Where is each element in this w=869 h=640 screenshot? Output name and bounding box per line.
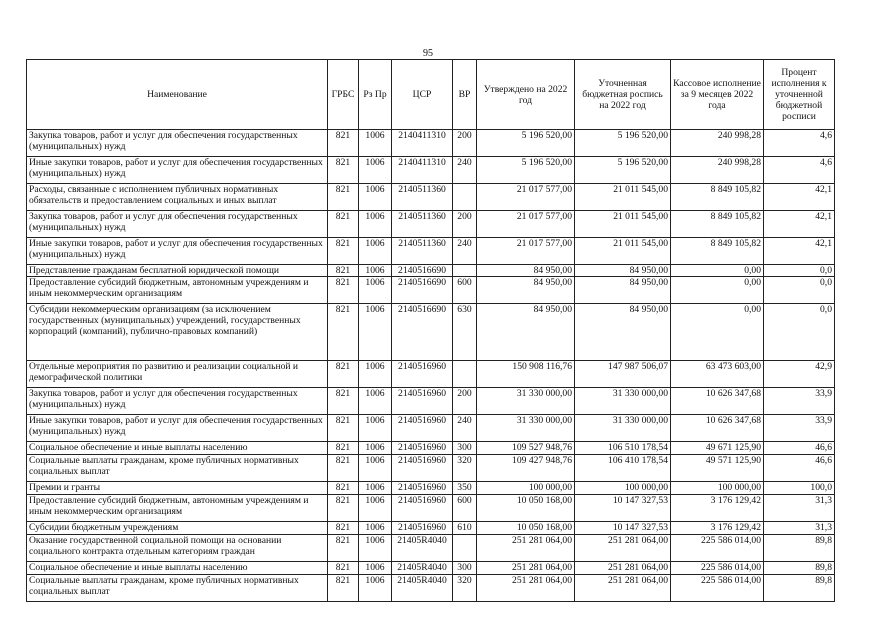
- cell-rzpr: 1006: [359, 575, 392, 602]
- cell-csr: 2140516690: [392, 304, 453, 361]
- cell-grbs: 821: [328, 415, 359, 442]
- cell-csr: 2140516960: [392, 522, 453, 535]
- cell-cash: 225 586 014,00: [671, 535, 764, 562]
- cell-rzpr: 1006: [359, 415, 392, 442]
- cell-rzpr: 1006: [359, 157, 392, 184]
- cell-approved: 251 281 064,00: [477, 562, 575, 575]
- cell-percent: 0,0: [764, 304, 835, 361]
- cell-approved: 31 330 000,00: [477, 388, 575, 415]
- cell-cash: 225 586 014,00: [671, 562, 764, 575]
- cell-csr: 2140516960: [392, 388, 453, 415]
- cell-vr: 350: [453, 482, 477, 495]
- cell-approved: 251 281 064,00: [477, 535, 575, 562]
- cell-percent: 89,8: [764, 562, 835, 575]
- cell-percent: 42,1: [764, 184, 835, 211]
- cell-percent: 100,0: [764, 482, 835, 495]
- cell-name: Оказание государственной социальной помощи на основании социального контракта отдельным категориям граждан: [27, 535, 328, 562]
- cell-csr: 2140516690: [392, 265, 453, 277]
- cell-vr: 300: [453, 562, 477, 575]
- cell-cash: 240 998,28: [671, 157, 764, 184]
- cell-percent: 4,6: [764, 157, 835, 184]
- cell-csr: 2140411310: [392, 157, 453, 184]
- cell-refined: 10 147 327,53: [575, 522, 671, 535]
- cell-rzpr: 1006: [359, 304, 392, 361]
- cell-grbs: 821: [328, 265, 359, 277]
- cell-csr: 2140511360: [392, 184, 453, 211]
- table-row: [27, 238, 835, 265]
- cell-grbs: 821: [328, 535, 359, 562]
- cell-csr: 2140511360: [392, 238, 453, 265]
- cell-refined: 10 147 327,53: [575, 495, 671, 522]
- cell-cash: 240 998,28: [671, 130, 764, 157]
- cell-approved: 5 196 520,00: [477, 130, 575, 157]
- cell-vr: 320: [453, 455, 477, 482]
- table-row: [27, 211, 835, 238]
- cell-refined: 84 950,00: [575, 265, 671, 277]
- page-number: 95: [423, 48, 433, 59]
- cell-vr: [453, 535, 477, 562]
- table-row: [27, 304, 835, 361]
- cell-rzpr: 1006: [359, 265, 392, 277]
- cell-vr: 320: [453, 575, 477, 602]
- cell-approved: 21 017 577,00: [477, 238, 575, 265]
- header-cash: Кассовое исполнение за 9 месяцев 2022 года: [671, 60, 764, 130]
- header-approved: Утверждено на 2022 год: [477, 60, 575, 130]
- header-refined: Уточненная бюджетная роспись на 2022 год: [575, 60, 671, 130]
- table-row: [27, 388, 835, 415]
- table-row: [27, 522, 835, 535]
- cell-csr: 21405R4040: [392, 562, 453, 575]
- cell-cash: 0,00: [671, 277, 764, 304]
- cell-rzpr: 1006: [359, 184, 392, 211]
- cell-name: Иные закупки товаров, работ и услуг для обеспечения государственных (муниципальных) нужд: [27, 157, 328, 184]
- cell-grbs: 821: [328, 157, 359, 184]
- cell-cash: 10 626 347,68: [671, 388, 764, 415]
- cell-percent: 4,6: [764, 130, 835, 157]
- cell-cash: 49 671 125,90: [671, 442, 764, 455]
- table-row: [27, 361, 835, 388]
- cell-vr: [453, 265, 477, 277]
- cell-csr: 2140411310: [392, 130, 453, 157]
- cell-rzpr: 1006: [359, 562, 392, 575]
- cell-approved: 109 527 948,76: [477, 442, 575, 455]
- cell-grbs: 821: [328, 130, 359, 157]
- table-row: [27, 130, 835, 157]
- table-row: [27, 455, 835, 482]
- table-row: [27, 184, 835, 211]
- cell-vr: 240: [453, 157, 477, 184]
- cell-cash: 0,00: [671, 304, 764, 361]
- cell-grbs: 821: [328, 442, 359, 455]
- cell-approved: 5 196 520,00: [477, 157, 575, 184]
- cell-name: Иные закупки товаров, работ и услуг для обеспечения государственных (муниципальных) нужд: [27, 238, 328, 265]
- cell-csr: 2140516960: [392, 442, 453, 455]
- cell-vr: 630: [453, 304, 477, 361]
- cell-refined: 106 510 178,54: [575, 442, 671, 455]
- cell-grbs: 821: [328, 522, 359, 535]
- cell-approved: 31 330 000,00: [477, 415, 575, 442]
- cell-grbs: 821: [328, 184, 359, 211]
- cell-vr: [453, 361, 477, 388]
- cell-name: Расходы, связанные с исполнением публичных нормативных обязательств и предоставлением социальных и иных выплат: [27, 184, 328, 211]
- cell-rzpr: 1006: [359, 442, 392, 455]
- cell-cash: 3 176 129,42: [671, 522, 764, 535]
- cell-cash: 8 849 105,82: [671, 238, 764, 265]
- cell-approved: 150 908 116,76: [477, 361, 575, 388]
- cell-name: Представление гражданам бесплатной юридической помощи: [27, 265, 328, 277]
- cell-name: Закупка товаров, работ и услуг для обеспечения государственных (муниципальных) нужд: [27, 130, 328, 157]
- cell-grbs: 821: [328, 482, 359, 495]
- cell-name: Субсидии некоммерческим организациям (за исключением государственных (муниципальных) учреждений, государственных корпораций (компаний), публично-правовых компаний): [27, 304, 328, 361]
- cell-approved: 10 050 168,00: [477, 495, 575, 522]
- cell-refined: 31 330 000,00: [575, 415, 671, 442]
- cell-vr: 200: [453, 130, 477, 157]
- cell-refined: 21 011 545,00: [575, 184, 671, 211]
- cell-csr: 21405R4040: [392, 575, 453, 602]
- budget-table: [26, 59, 835, 602]
- cell-cash: 3 176 129,42: [671, 495, 764, 522]
- table-row: [27, 562, 835, 575]
- cell-cash: 225 586 014,00: [671, 575, 764, 602]
- cell-rzpr: 1006: [359, 361, 392, 388]
- cell-refined: 251 281 064,00: [575, 562, 671, 575]
- cell-vr: 610: [453, 522, 477, 535]
- cell-name: Социальное обеспечение и иные выплаты населению: [27, 442, 328, 455]
- table-row: [27, 575, 835, 602]
- cell-csr: 2140516690: [392, 277, 453, 304]
- table-row: [27, 442, 835, 455]
- cell-percent: 33,9: [764, 415, 835, 442]
- cell-grbs: 821: [328, 388, 359, 415]
- cell-name: Социальные выплаты гражданам, кроме публичных нормативных социальных выплат: [27, 455, 328, 482]
- cell-vr: 240: [453, 415, 477, 442]
- cell-percent: 31,3: [764, 495, 835, 522]
- header-percent: Процент исполнения к уточненной бюджетной росписи: [764, 60, 835, 130]
- cell-csr: 21405R4040: [392, 535, 453, 562]
- cell-approved: 84 950,00: [477, 304, 575, 361]
- cell-refined: 21 011 545,00: [575, 211, 671, 238]
- cell-vr: 600: [453, 495, 477, 522]
- cell-rzpr: 1006: [359, 522, 392, 535]
- cell-grbs: 821: [328, 455, 359, 482]
- cell-refined: 106 410 178,54: [575, 455, 671, 482]
- cell-grbs: 821: [328, 361, 359, 388]
- cell-name: Предоставление субсидий бюджетным, автономным учреждениям и иным некоммерческим организациям: [27, 277, 328, 304]
- table-row: [27, 482, 835, 495]
- cell-cash: 8 849 105,82: [671, 184, 764, 211]
- cell-name: Субсидии бюджетным учреждениям: [27, 522, 328, 535]
- cell-rzpr: 1006: [359, 455, 392, 482]
- cell-refined: 5 196 520,00: [575, 157, 671, 184]
- cell-approved: 21 017 577,00: [477, 184, 575, 211]
- cell-cash: 8 849 105,82: [671, 211, 764, 238]
- cell-percent: 0,0: [764, 277, 835, 304]
- cell-vr: [453, 184, 477, 211]
- cell-refined: 21 011 545,00: [575, 238, 671, 265]
- cell-grbs: 821: [328, 495, 359, 522]
- cell-approved: 100 000,00: [477, 482, 575, 495]
- cell-rzpr: 1006: [359, 238, 392, 265]
- cell-csr: 2140516960: [392, 482, 453, 495]
- cell-approved: 21 017 577,00: [477, 211, 575, 238]
- cell-percent: 42,9: [764, 361, 835, 388]
- cell-percent: 89,8: [764, 535, 835, 562]
- cell-rzpr: 1006: [359, 211, 392, 238]
- cell-cash: 100 000,00: [671, 482, 764, 495]
- cell-cash: 10 626 347,68: [671, 415, 764, 442]
- cell-percent: 89,8: [764, 575, 835, 602]
- cell-approved: 10 050 168,00: [477, 522, 575, 535]
- cell-cash: 63 473 603,00: [671, 361, 764, 388]
- cell-refined: 84 950,00: [575, 277, 671, 304]
- cell-refined: 84 950,00: [575, 304, 671, 361]
- cell-cash: 49 571 125,90: [671, 455, 764, 482]
- cell-name: Социальное обеспечение и иные выплаты населению: [27, 562, 328, 575]
- cell-rzpr: 1006: [359, 388, 392, 415]
- cell-csr: 2140516960: [392, 455, 453, 482]
- cell-refined: 5 196 520,00: [575, 130, 671, 157]
- header-vr: ВР: [453, 60, 477, 130]
- cell-csr: 2140511360: [392, 211, 453, 238]
- cell-name: Закупка товаров, работ и услуг для обеспечения государственных (муниципальных) нужд: [27, 388, 328, 415]
- table-row: [27, 157, 835, 184]
- table-row: [27, 495, 835, 522]
- cell-csr: 2140516960: [392, 415, 453, 442]
- cell-rzpr: 1006: [359, 495, 392, 522]
- cell-refined: 251 281 064,00: [575, 535, 671, 562]
- cell-refined: 31 330 000,00: [575, 388, 671, 415]
- cell-grbs: 821: [328, 211, 359, 238]
- cell-vr: 240: [453, 238, 477, 265]
- cell-name: Предоставление субсидий бюджетным, автономным учреждениям и иным некоммерческим организациям: [27, 495, 328, 522]
- cell-approved: 109 427 948,76: [477, 455, 575, 482]
- cell-refined: 100 000,00: [575, 482, 671, 495]
- cell-percent: 31,3: [764, 522, 835, 535]
- table-row: [27, 277, 835, 304]
- cell-grbs: 821: [328, 575, 359, 602]
- cell-csr: 2140516960: [392, 361, 453, 388]
- cell-approved: 84 950,00: [477, 265, 575, 277]
- header-csr: ЦСР: [392, 60, 453, 130]
- cell-percent: 33,9: [764, 388, 835, 415]
- cell-grbs: 821: [328, 238, 359, 265]
- cell-percent: 46,6: [764, 455, 835, 482]
- cell-vr: 200: [453, 211, 477, 238]
- cell-vr: 300: [453, 442, 477, 455]
- cell-name: Отдельные мероприятия по развитию и реализации социальной и демографической политики: [27, 361, 328, 388]
- header-grbs: ГРБС: [328, 60, 359, 130]
- cell-name: Иные закупки товаров, работ и услуг для обеспечения государственных (муниципальных) нужд: [27, 415, 328, 442]
- table-body: [27, 130, 835, 602]
- cell-cash: 0,00: [671, 265, 764, 277]
- cell-grbs: 821: [328, 277, 359, 304]
- cell-grbs: 821: [328, 304, 359, 361]
- cell-grbs: 821: [328, 562, 359, 575]
- cell-percent: 46,6: [764, 442, 835, 455]
- cell-rzpr: 1006: [359, 277, 392, 304]
- header-row: [27, 60, 835, 130]
- cell-rzpr: 1006: [359, 535, 392, 562]
- header-name: Наименование: [27, 60, 328, 130]
- cell-percent: 0,0: [764, 265, 835, 277]
- cell-refined: 251 281 064,00: [575, 575, 671, 602]
- table-row: [27, 415, 835, 442]
- header-rzpr: Рз Пр: [359, 60, 392, 130]
- cell-name: Премии и гранты: [27, 482, 328, 495]
- cell-name: Социальные выплаты гражданам, кроме публичных нормативных социальных выплат: [27, 575, 328, 602]
- cell-approved: 251 281 064,00: [477, 575, 575, 602]
- cell-approved: 84 950,00: [477, 277, 575, 304]
- cell-percent: 42,1: [764, 211, 835, 238]
- cell-rzpr: 1006: [359, 130, 392, 157]
- table-row: [27, 535, 835, 562]
- cell-name: Закупка товаров, работ и услуг для обеспечения государственных (муниципальных) нужд: [27, 211, 328, 238]
- cell-percent: 42,1: [764, 238, 835, 265]
- cell-vr: 600: [453, 277, 477, 304]
- cell-csr: 2140516960: [392, 495, 453, 522]
- cell-refined: 147 987 506,07: [575, 361, 671, 388]
- cell-rzpr: 1006: [359, 482, 392, 495]
- cell-vr: 200: [453, 388, 477, 415]
- table-row: [27, 265, 835, 277]
